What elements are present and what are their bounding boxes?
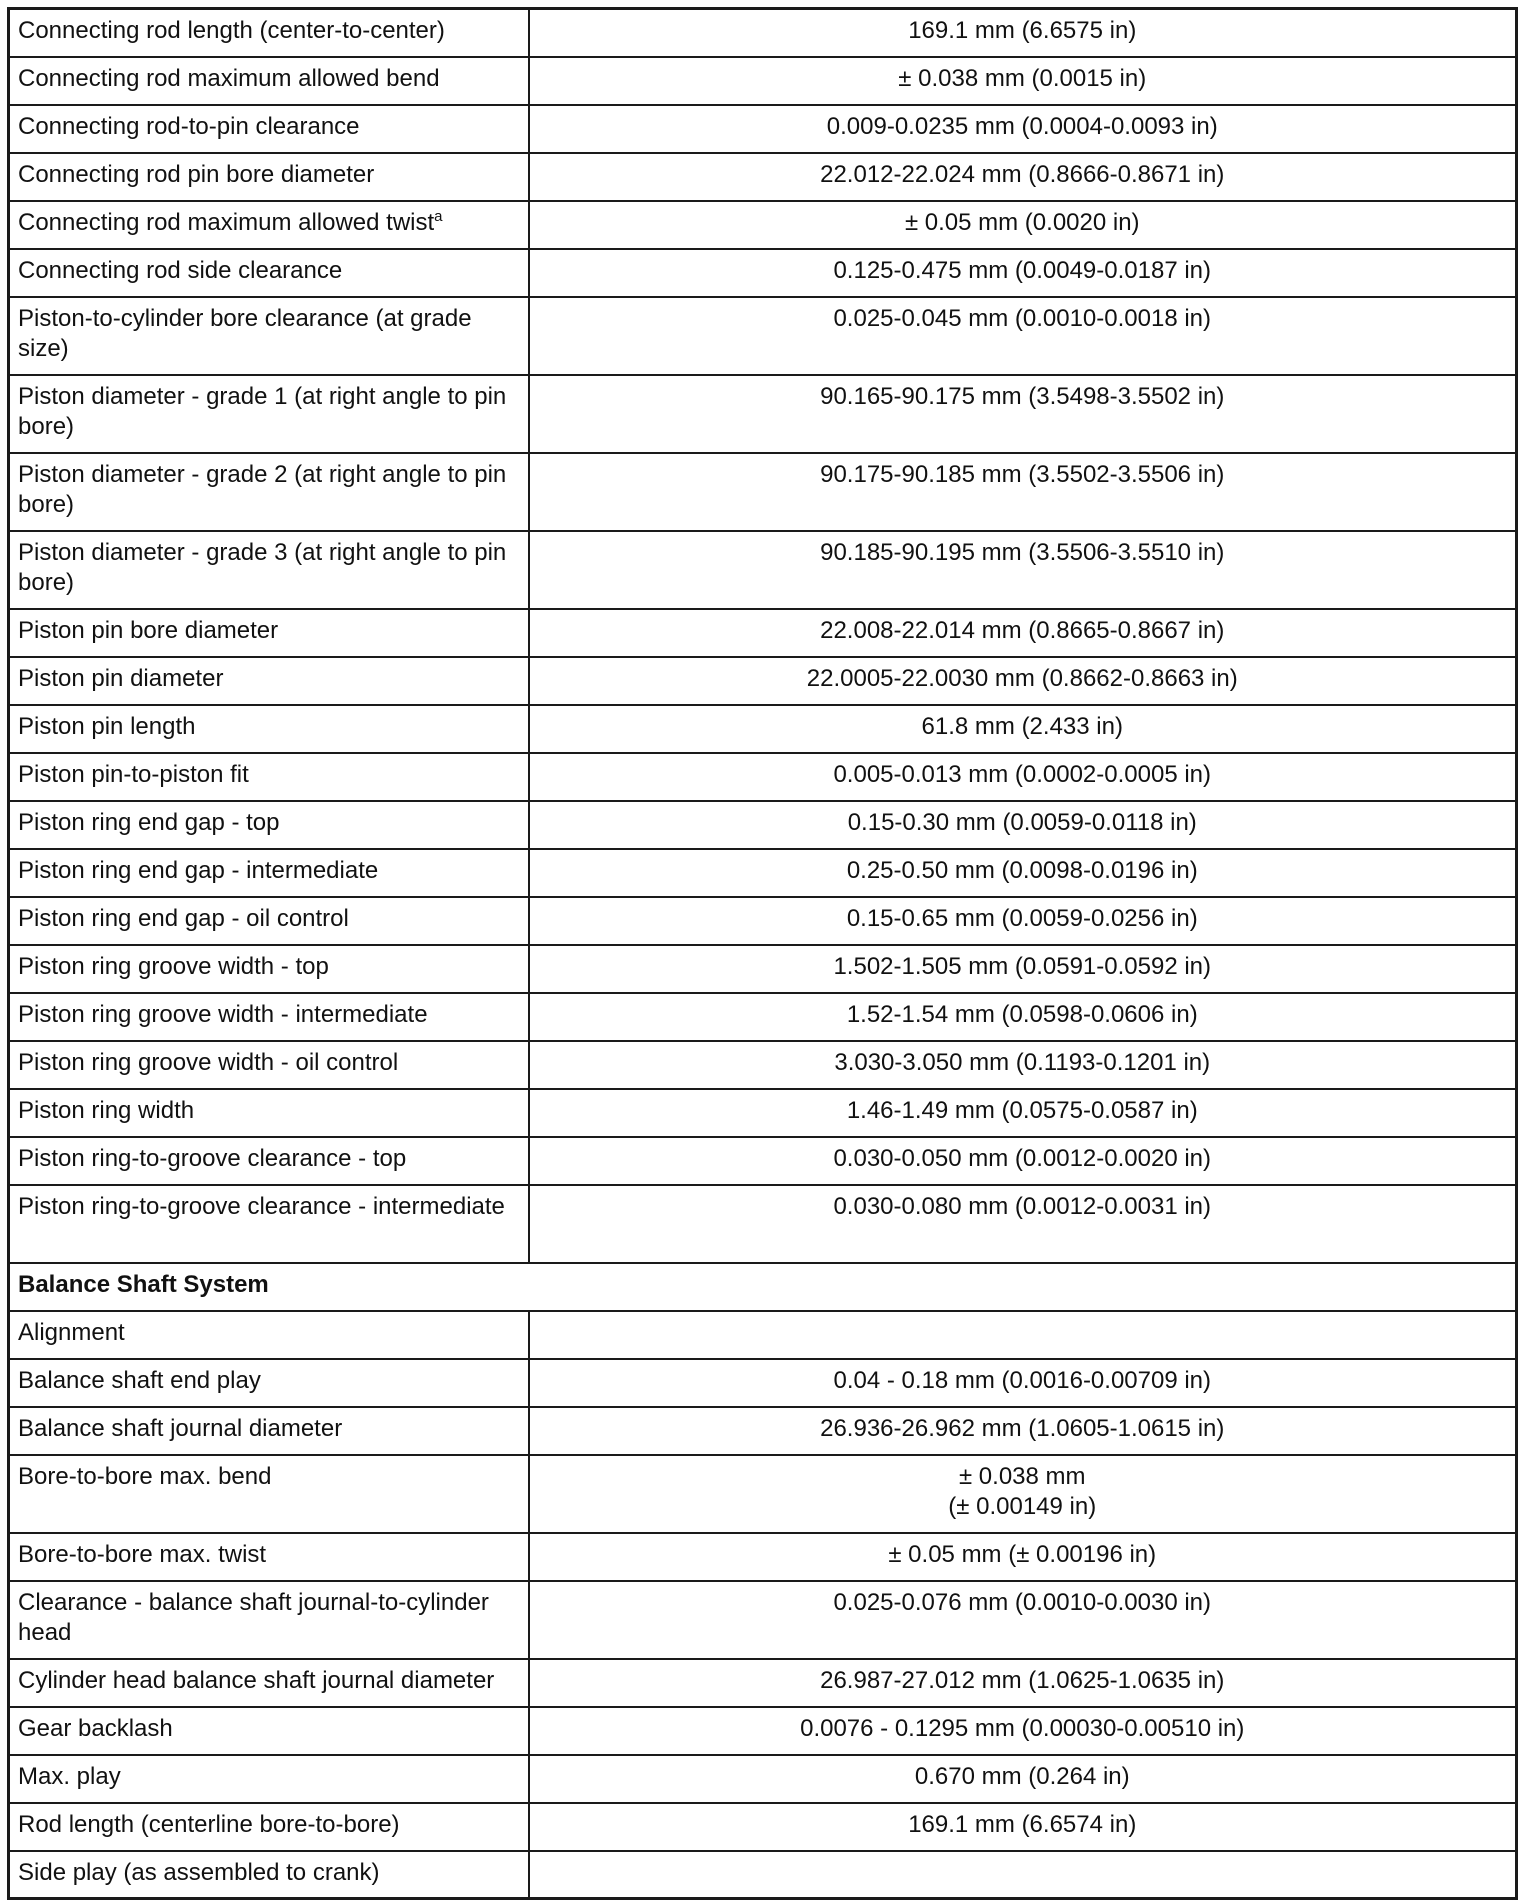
spec-value-line1: ± 0.038 mm xyxy=(958,1462,1086,1490)
spec-name: Clearance - balance shaft journal-to-cylinder head xyxy=(9,1581,529,1659)
spec-name: Connecting rod maximum allowed bend xyxy=(9,57,529,105)
spec-table xyxy=(7,7,1518,1900)
table-row xyxy=(9,1581,1517,1659)
spec-name: Piston diameter - grade 1 (at right angle to pin bore) xyxy=(9,375,529,453)
spec-name: Max. play xyxy=(9,1755,529,1803)
spec-name: Bore-to-bore max. bend xyxy=(9,1455,529,1533)
spec-name: Piston diameter - grade 2 (at right angle to pin bore) xyxy=(9,453,529,531)
spec-name: Piston-to-cylinder bore clearance (at grade size) xyxy=(9,297,529,375)
spec-name: Piston ring width xyxy=(9,1089,529,1137)
table-row xyxy=(9,1707,1517,1755)
spec-value: 0.04 - 0.18 mm (0.0016-0.00709 in) xyxy=(529,1359,1517,1407)
spec-value-line2: (± 0.00149 in) xyxy=(948,1492,1097,1520)
table-row xyxy=(9,1659,1517,1707)
table-row xyxy=(9,1185,1517,1263)
spec-name: Piston ring groove width - oil control xyxy=(9,1041,529,1089)
spec-name: Piston ring-to-groove clearance - intermediate xyxy=(9,1185,529,1263)
table-row xyxy=(9,1851,1517,1899)
spec-value: 0.025-0.076 mm (0.0010-0.0030 in) xyxy=(529,1581,1517,1659)
spec-value: 169.1 mm (6.6574 in) xyxy=(529,1803,1517,1851)
spec-name: Balance shaft end play xyxy=(9,1359,529,1407)
table-row xyxy=(9,1533,1517,1581)
table-row xyxy=(9,1359,1517,1407)
table-row xyxy=(9,57,1517,105)
spec-value: 22.0005-22.0030 mm (0.8662-0.8663 in) xyxy=(529,657,1517,705)
spec-value: 0.009-0.0235 mm (0.0004-0.0093 in) xyxy=(529,105,1517,153)
spec-name: Piston pin length xyxy=(9,705,529,753)
spec-value: 90.175-90.185 mm (3.5502-3.5506 in) xyxy=(529,453,1517,531)
spec-value: 0.15-0.65 mm (0.0059-0.0256 in) xyxy=(529,897,1517,945)
table-row xyxy=(9,249,1517,297)
table-row xyxy=(9,705,1517,753)
spec-value: 22.008-22.014 mm (0.8665-0.8667 in) xyxy=(529,609,1517,657)
spec-value: ± 0.05 mm (0.0020 in) xyxy=(529,201,1517,249)
spec-value: 0.030-0.050 mm (0.0012-0.0020 in) xyxy=(529,1137,1517,1185)
spec-value: ± 0.05 mm (± 0.00196 in) xyxy=(529,1533,1517,1581)
table-row xyxy=(9,1755,1517,1803)
spec-value: 1.502-1.505 mm (0.0591-0.0592 in) xyxy=(529,945,1517,993)
table-row xyxy=(9,945,1517,993)
table-row xyxy=(9,531,1517,609)
spec-value xyxy=(529,1851,1517,1899)
spec-name: Piston ring-to-groove clearance - top xyxy=(9,1137,529,1185)
spec-value: 0.005-0.013 mm (0.0002-0.0005 in) xyxy=(529,753,1517,801)
table-row xyxy=(9,897,1517,945)
spec-name: Connecting rod-to-pin clearance xyxy=(9,105,529,153)
table-row xyxy=(9,453,1517,531)
spec-value: 0.670 mm (0.264 in) xyxy=(529,1755,1517,1803)
table-row xyxy=(9,1455,1517,1533)
spec-name: Rod length (centerline bore-to-bore) xyxy=(9,1803,529,1851)
spec-name-cell xyxy=(9,201,529,249)
table-row xyxy=(9,1803,1517,1851)
spec-value: 90.165-90.175 mm (3.5498-3.5502 in) xyxy=(529,375,1517,453)
spec-value: 26.936-26.962 mm (1.0605-1.0615 in) xyxy=(529,1407,1517,1455)
section-row xyxy=(9,1263,1517,1311)
table-row xyxy=(9,753,1517,801)
spec-value: ± 0.038 mm (0.0015 in) xyxy=(529,57,1517,105)
spec-name: Piston ring end gap - top xyxy=(9,801,529,849)
spec-name: Balance shaft journal diameter xyxy=(9,1407,529,1455)
table-row xyxy=(9,9,1517,57)
table-row xyxy=(9,849,1517,897)
footnote-marker: a xyxy=(434,207,443,225)
table-row xyxy=(9,297,1517,375)
spec-name: Piston ring groove width - intermediate xyxy=(9,993,529,1041)
spec-value-cell xyxy=(529,1455,1517,1533)
spec-value: 61.8 mm (2.433 in) xyxy=(529,705,1517,753)
spec-value: 90.185-90.195 mm (3.5506-3.5510 in) xyxy=(529,531,1517,609)
table-row xyxy=(9,1407,1517,1455)
table-row xyxy=(9,1311,1517,1359)
section-heading: Balance Shaft System xyxy=(9,1263,1517,1311)
table-row xyxy=(9,1137,1517,1185)
spec-name: Connecting rod length (center-to-center) xyxy=(9,9,529,57)
spec-name: Gear backlash xyxy=(9,1707,529,1755)
spec-value: 1.52-1.54 mm (0.0598-0.0606 in) xyxy=(529,993,1517,1041)
table-row xyxy=(9,609,1517,657)
spec-value: 169.1 mm (6.6575 in) xyxy=(529,9,1517,57)
spec-value: 0.125-0.475 mm (0.0049-0.0187 in) xyxy=(529,249,1517,297)
table-row xyxy=(9,1089,1517,1137)
spec-name: Bore-to-bore max. twist xyxy=(9,1533,529,1581)
table-row xyxy=(9,993,1517,1041)
spec-value: 1.46-1.49 mm (0.0575-0.0587 in) xyxy=(529,1089,1517,1137)
spec-value: 26.987-27.012 mm (1.0625-1.0635 in) xyxy=(529,1659,1517,1707)
spec-value: 22.012-22.024 mm (0.8666-0.8671 in) xyxy=(529,153,1517,201)
table-row xyxy=(9,1041,1517,1089)
spec-name: Piston diameter - grade 3 (at right angle to pin bore) xyxy=(9,531,529,609)
spec-name: Connecting rod pin bore diameter xyxy=(9,153,529,201)
spec-name: Piston ring groove width - top xyxy=(9,945,529,993)
spec-value: 0.15-0.30 mm (0.0059-0.0118 in) xyxy=(529,801,1517,849)
table-row xyxy=(9,105,1517,153)
spec-name: Piston ring end gap - intermediate xyxy=(9,849,529,897)
spec-name: Piston pin diameter xyxy=(9,657,529,705)
spec-name: Connecting rod side clearance xyxy=(9,249,529,297)
spec-name: Piston ring end gap - oil control xyxy=(9,897,529,945)
spec-name: Connecting rod maximum allowed twist xyxy=(18,208,435,236)
spec-name: Piston pin bore diameter xyxy=(9,609,529,657)
spec-value: 0.25-0.50 mm (0.0098-0.0196 in) xyxy=(529,849,1517,897)
spec-value: 3.030-3.050 mm (0.1193-0.1201 in) xyxy=(529,1041,1517,1089)
spec-name: Side play (as assembled to crank) xyxy=(9,1851,529,1899)
spec-value xyxy=(529,1311,1517,1359)
spec-value: 0.025-0.045 mm (0.0010-0.0018 in) xyxy=(529,297,1517,375)
spec-name: Alignment xyxy=(9,1311,529,1359)
table-row xyxy=(9,201,1517,249)
table-row xyxy=(9,657,1517,705)
spec-value: 0.0076 - 0.1295 mm (0.00030-0.00510 in) xyxy=(529,1707,1517,1755)
spec-value: 0.030-0.080 mm (0.0012-0.0031 in) xyxy=(529,1185,1517,1263)
table-row xyxy=(9,801,1517,849)
table-row xyxy=(9,153,1517,201)
spec-name: Piston pin-to-piston fit xyxy=(9,753,529,801)
spec-name: Cylinder head balance shaft journal diameter xyxy=(9,1659,529,1707)
table-row xyxy=(9,375,1517,453)
